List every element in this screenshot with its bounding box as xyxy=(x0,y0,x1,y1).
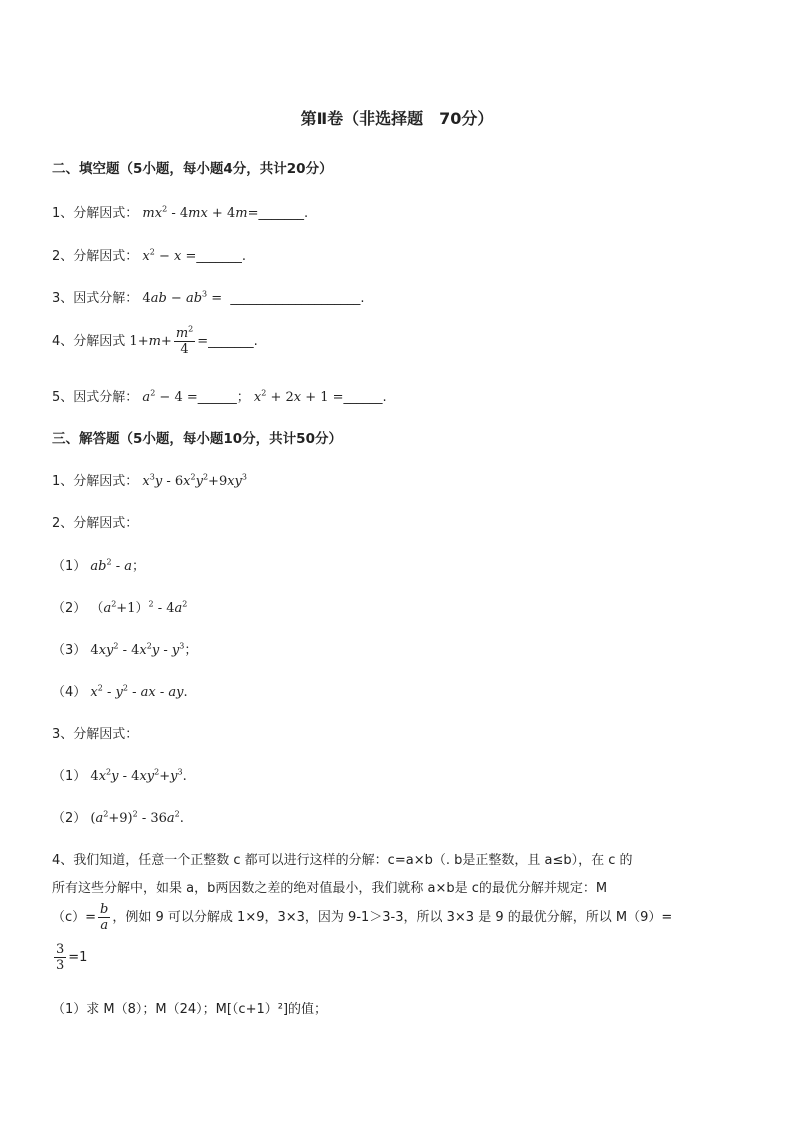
fill-question-5: 5、因式分解： $a^2 - 4$ =______； $x^2 + 2x + 1$ =______. xyxy=(52,388,387,405)
part-label: （1） xyxy=(52,559,87,574)
question-label: 4、分解因式 xyxy=(52,334,126,349)
problem-2-part-1 xyxy=(52,555,145,574)
text: =1 xyxy=(68,950,88,965)
fill-question-1: 1、分解因式： $mx^2 - 4mx$ + 4m=_______. xyxy=(52,204,309,221)
question-label: 2、分解因式： xyxy=(52,249,139,264)
answer-blank: ______ xyxy=(343,390,383,405)
problem-2-part-2 xyxy=(52,597,187,616)
math-expression: $x^3y - 6x^2y^2+9xy^3$ xyxy=(142,472,247,489)
math-expression: $x^2 + 2x + 1$ = xyxy=(253,388,344,405)
problem-3-part-1 xyxy=(52,765,187,784)
question-label: 1、分解因式： xyxy=(52,474,139,489)
problem-3-part-2 xyxy=(52,807,184,826)
answer-blank: ______ xyxy=(197,390,237,405)
part-label: （1） xyxy=(52,769,87,784)
page-title: 第Ⅱ卷（非选择题 70分） xyxy=(300,109,494,128)
math-expression: $x^2 - x$ = xyxy=(142,247,197,264)
fill-question-3: 3、因式分解： $4ab - ab^3$ = ____________________. xyxy=(52,289,365,306)
problem-4-line-2: 所有这些分解中，如果 a，b两因数之差的绝对值最小，我们就称 a×b是 c的最优分解并规定：M xyxy=(52,881,608,896)
math-expression: $4ab - ab^3$ = xyxy=(142,289,231,306)
part-label: （4） xyxy=(52,685,87,700)
problem-3: 3、分解因式： xyxy=(52,727,139,742)
problem-4-line-3 xyxy=(52,902,672,933)
answer-blank: _______ xyxy=(208,334,254,349)
math-expression: $4x^2y - 4xy^2+y^3$. xyxy=(90,767,187,784)
text: ，例如 9 可以分解成 1×9，3×3，因为 9-1＞3-3，所以 3×3 是 9 的最优分解，所以 M（9）= xyxy=(112,910,673,925)
problem-2-part-3 xyxy=(52,639,197,658)
part-label: （2） xyxy=(52,601,87,616)
text: （c）= xyxy=(52,910,97,925)
fill-question-4: 4、分解因式 1+m+ $\frac{m^2}{4}$ =_______. xyxy=(52,324,258,357)
question-label: 3、因式分解： xyxy=(52,291,139,306)
problem-2-part-4 xyxy=(52,681,188,700)
section-header-fill: 二、填空题（5小题，每小题4分，共计20分） xyxy=(52,161,333,177)
math-expression: $(a^2+1)^2 - 4a^2$ xyxy=(90,599,188,616)
fraction: $\frac{m^2}{4}$ xyxy=(175,324,194,357)
problem-4-part-1: （1）求 M（8）；M（24）；M[（c+1）²]的值； xyxy=(52,1002,328,1017)
math-expression: $x^2 - y^2$ - ax - ay. xyxy=(90,683,188,700)
question-label: 1、分解因式： xyxy=(52,206,139,221)
math-expression: $a^2 - 4$ = xyxy=(142,388,198,405)
answer-blank: _______ xyxy=(258,206,304,221)
math-expression: $(a^2+9)^2 - 36a^2$. xyxy=(90,809,184,826)
fraction-b-over-a: $\frac{b}{a}$ xyxy=(100,902,109,933)
math-expression: $4xy^2 - 4x^2y - y^3$； xyxy=(90,641,198,658)
answer-blank: ____________________ xyxy=(230,291,361,306)
section-header-solve: 三、解答题（5小题，每小题10分，共计50分） xyxy=(52,431,342,447)
part-label: （2） xyxy=(52,811,87,826)
problem-4-line-1: 4、我们知道，任意一个正整数 c 都可以进行这样的分解：c=a×b（. b是正整数，且 a≤b），在 c 的 xyxy=(52,853,633,868)
answer-blank: _______ xyxy=(196,249,242,264)
problem-1 xyxy=(52,470,247,489)
part-label: （3） xyxy=(52,643,87,658)
math-expression: 1+m+ $\frac{m^2}{4}$ = xyxy=(129,324,209,357)
math-expression: $ab^2$ - a； xyxy=(90,557,146,574)
problem-2: 2、分解因式： xyxy=(52,516,139,531)
question-label: 5、因式分解： xyxy=(52,390,139,405)
math-expression: $mx^2 - 4mx + 4m=$ xyxy=(142,204,259,221)
problem-4-line-4 xyxy=(52,942,87,973)
fraction-3-over-3: $\frac{3}{3}$ xyxy=(56,942,65,973)
fill-question-2: 2、分解因式： $x^2 - x$ =_______. xyxy=(52,247,247,264)
